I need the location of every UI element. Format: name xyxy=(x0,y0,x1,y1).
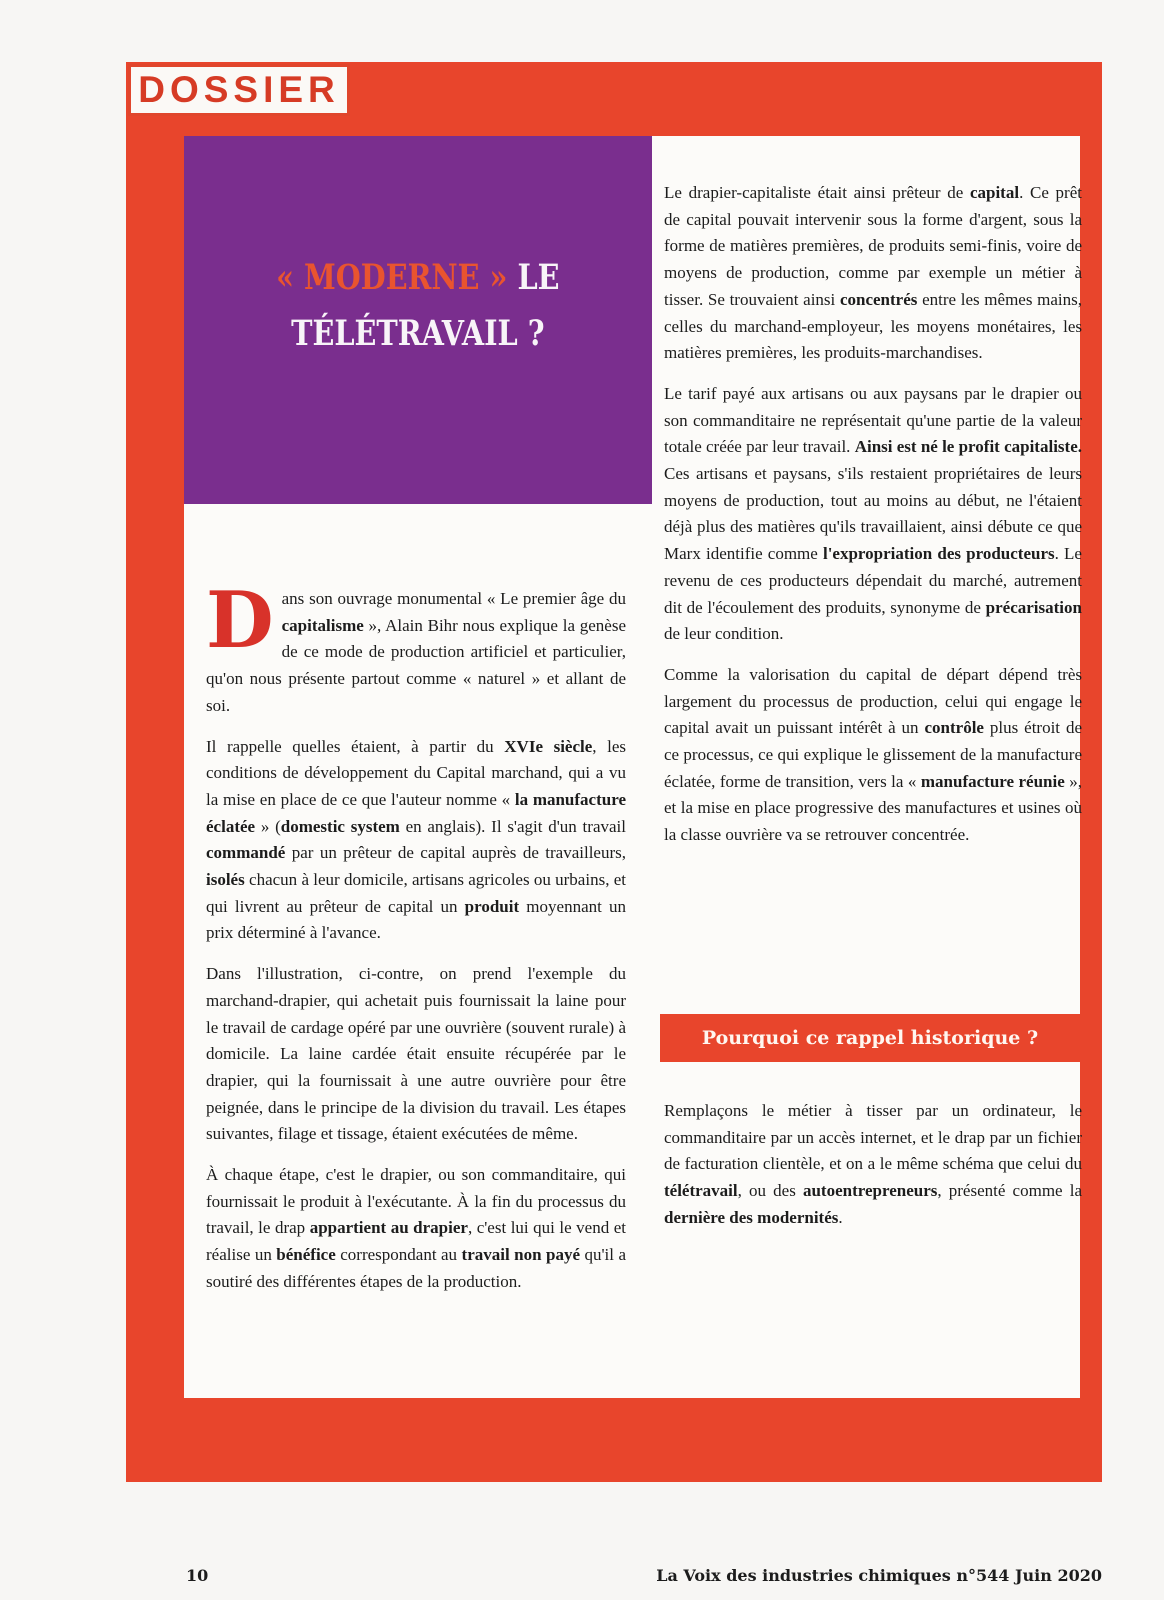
bold-run: télétravail xyxy=(664,1181,738,1201)
bold-run: précarisation xyxy=(985,597,1082,617)
text-run: Le tarif payé aux artisans ou aux paysans par le drapier ou son commanditaire ne représentait qu'une partie de la valeur totale créée par leur travail. xyxy=(664,383,1082,457)
text-run: qu'il a soutiré des différentes étapes de la production. xyxy=(206,1245,627,1291)
bold-run: XVIe siècle xyxy=(504,736,593,756)
left-column xyxy=(206,575,627,1310)
section-label: DOSSIER xyxy=(138,69,340,110)
text-run: de leur condition. xyxy=(664,624,784,644)
bold-run: isolés xyxy=(206,870,245,890)
text-run: par un prêteur de capital auprès de travailleurs, xyxy=(285,843,626,863)
text-run: chacun à leur domicile, artisans agricoles ou urbains, et qui livrent au prêteur de capital un xyxy=(206,870,626,916)
paragraph-1 xyxy=(206,575,626,720)
text-run: entre les mêmes mains, celles du marchand-employeur, les moyens monétaires, les matières premières, les produits-marchandises. xyxy=(664,289,1082,363)
publication-name: La Voix des industries chimiques n°544 Juin 2020 xyxy=(656,1566,1102,1585)
bold-run: contrôle xyxy=(924,718,984,738)
title-accent: « MODERNE » xyxy=(276,257,508,298)
drop-cap: D xyxy=(206,575,274,666)
page-number: 10 xyxy=(186,1566,209,1585)
text-run: . Ce prêt de capital pouvait intervenir sous la forme d'argent, sous la forme de matières premières, de produits semi-finis, voire de moyens de production, comme par exemple un métier à tisser. Se trouvaient ainsi xyxy=(664,183,1082,309)
paragraph-6 xyxy=(664,381,1082,648)
bold-run: commandé xyxy=(206,843,286,863)
text-run: », Alain Bihr nous explique la genèse de ce mode de production artificiel et particulier, qu'on nous présente partout comme « naturel » et allant de soi. xyxy=(206,615,626,715)
text-run: Remplaçons le métier à tisser par un ordinateur, le commanditaire par un accès internet, et le drap par un fichier de facturation clientèle, et on a le même schéma que celui du xyxy=(664,1101,1082,1174)
text-run: Il rappelle quelles étaient, à partir du xyxy=(206,736,505,756)
bold-run: domestic system xyxy=(280,816,400,836)
paragraph-5 xyxy=(664,180,1082,367)
text-run: , présenté comme la xyxy=(937,1181,1082,1201)
bold-run: manufacture réunie xyxy=(920,771,1065,791)
bold-run: l'expropriation des producteurs xyxy=(822,544,1055,564)
bold-run: autoentrepreneurs xyxy=(802,1181,938,1201)
text-run: Comme la valorisation du capital de départ dépend très largement du processus de production, celui qui engage le capital avait un puissant intérêt à un xyxy=(664,664,1082,738)
section-heading-bar xyxy=(660,1014,1080,1062)
paragraph-3: Dans l'illustration, ci-contre, on prend l'exemple du marchand-drapier, qui achetait puis fournissait la laine pour le travail de cardage opéré par une ouvrière (souvent rurale) à domicile. La laine cardée était ensuite récupérée par le drapier, qui la fournissait à une autre ouvrière pour être peignée, dans le principe de la division du travail. Les étapes suivantes, filage et tissage, étaient exécutées de même. xyxy=(206,964,626,1144)
title-line2: TÉLÉTRAVAIL ? xyxy=(291,313,545,354)
text-run: plus étroit de ce processus, ce qui explique le glissement de la manufacture éclatée, forme de transition, vers la « xyxy=(664,718,1082,791)
paragraph-2 xyxy=(206,734,626,948)
text-run: » ( xyxy=(255,816,281,836)
bold-run: appartient au drapier xyxy=(309,1218,468,1238)
bold-run: Ainsi est né le profit capitaliste. xyxy=(854,437,1082,457)
right-column xyxy=(664,180,1082,863)
bold-run: dernière des modernités xyxy=(664,1207,839,1227)
text-run: Ces artisans et paysans, s'ils restaient propriétaires de leurs moyens de production, tout au moins au début, ne l'étaient déjà plus des matières qu'ils travaillaient, ainsi débute ce que Marx identifie comme xyxy=(664,464,1082,564)
paragraph-7 xyxy=(664,662,1082,849)
text-run: , les conditions de développement du Capital marchand, qui a vu la mise en place de ce que l'auteur nomme « xyxy=(206,736,626,809)
text-run: , ou des xyxy=(737,1181,803,1201)
text-run: Le drapier-capitaliste était ainsi prêteur de xyxy=(664,183,970,202)
paragraph-8 xyxy=(664,1098,1082,1232)
title-box xyxy=(184,136,652,504)
paragraph-4 xyxy=(206,1162,626,1296)
text-run: moyennant un prix déterminé à l'avance. xyxy=(206,896,626,943)
bold-run: capital xyxy=(969,183,1020,202)
text-run: en anglais). Il s'agit d'un travail xyxy=(399,816,626,836)
text-run: À chaque étape, c'est le drapier, ou son commanditaire, qui fournissait le produit à l'exécutante. À la fin du processus du travail, le drap xyxy=(206,1165,626,1238)
article-title xyxy=(276,250,559,362)
text-run: », et la mise en place progressive des manufactures et usines où la classe ouvrière va se retrouver concentrée. xyxy=(664,771,1083,845)
bold-run: bénéfice xyxy=(276,1245,336,1265)
text-run: . xyxy=(838,1207,843,1227)
bold-run: capitalisme xyxy=(281,615,364,635)
section-heading: Pourquoi ce rappel historique ? xyxy=(701,1027,1039,1049)
bold-run: travail non payé xyxy=(461,1245,581,1265)
title-line1-rest: LE xyxy=(507,257,560,298)
section-label-box xyxy=(128,64,350,116)
bold-run: produit xyxy=(464,896,520,916)
text-run: , c'est lui qui le vend et réalise un xyxy=(206,1218,626,1265)
bold-run: concentrés xyxy=(839,289,918,309)
text-run: ans son ouvrage monumental « Le premier âge du xyxy=(281,589,626,608)
conclusion-column xyxy=(664,1098,1082,1246)
bold-run: la manufacture éclatée xyxy=(206,789,626,836)
text-run: correspondant au xyxy=(335,1245,462,1265)
text-run: . Le revenu de ces producteurs dépendait du marché, autrement dit de l'écoulement des produits, synonyme de xyxy=(664,544,1082,617)
